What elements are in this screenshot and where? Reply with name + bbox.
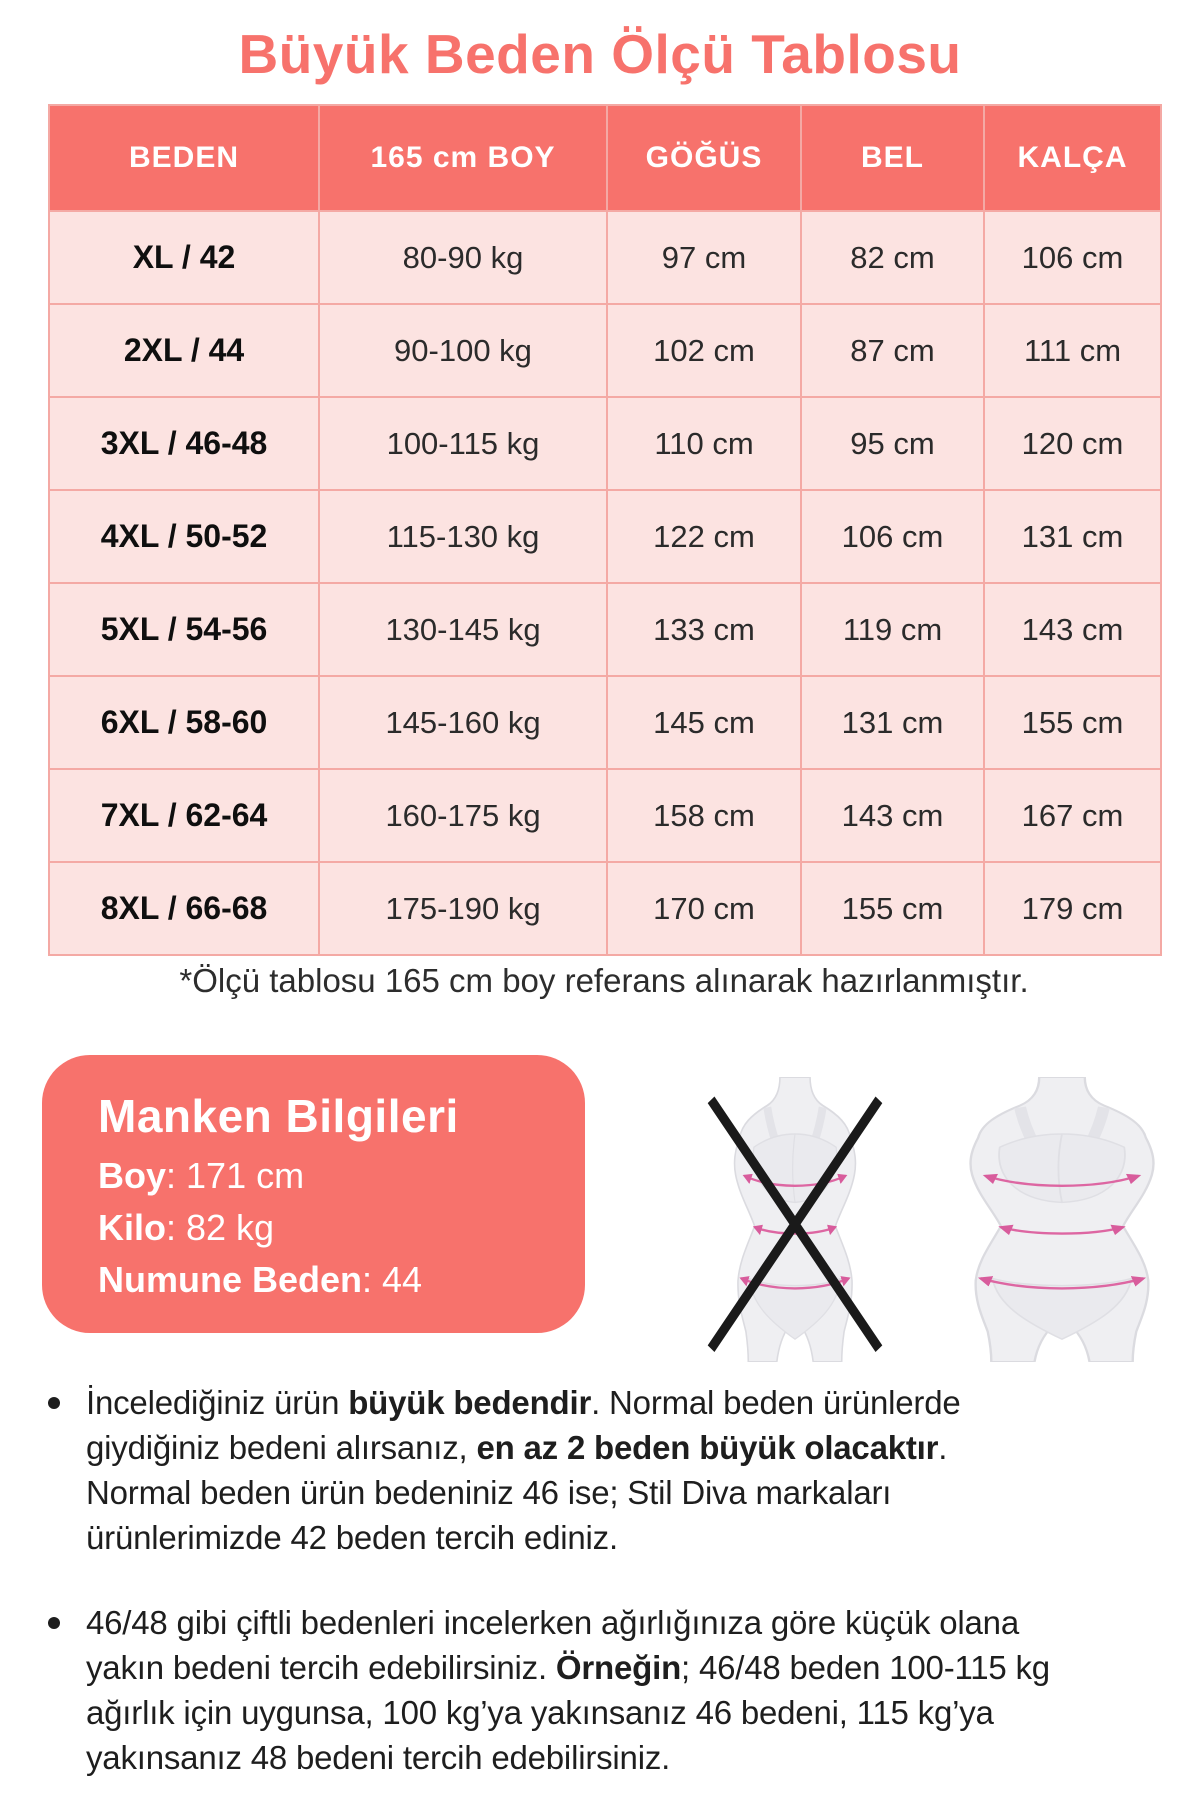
note-text-segment: 46/48 gibi çiftli bedenleri incelerken ağırlığınıza göre küçük olana yakın bedeni tercih edebilirsiniz. <box>86 1604 1019 1686</box>
waist-cell: 95 cm <box>801 397 984 490</box>
weight-cell: 115-130 kg <box>319 490 607 583</box>
waist-cell: 106 cm <box>801 490 984 583</box>
waist-cell: 119 cm <box>801 583 984 676</box>
model-sample-size-label: Numune Beden <box>98 1259 363 1300</box>
notes-list <box>40 1380 1050 1800</box>
model-weight-label: Kilo <box>98 1207 166 1248</box>
table-row <box>49 676 1161 769</box>
size-chart-table <box>48 104 1162 956</box>
size-table-body <box>49 211 1161 955</box>
note-text-segment: Örneğin <box>555 1649 682 1686</box>
model-sample-size-value: : 44 <box>362 1259 423 1300</box>
size-cell: 4XL / 50-52 <box>49 490 319 583</box>
size-table-header-row <box>49 105 1161 211</box>
page-title: Büyük Beden Ölçü Tablosu <box>238 23 962 85</box>
hip-cell: 179 cm <box>984 862 1161 955</box>
hip-cell: 120 cm <box>984 397 1161 490</box>
table-footnote: *Ölçü tablosu 165 cm boy referans alınarak hazırlanmıştır. <box>179 962 1029 999</box>
note-text-segment: . Normal beden ürün bedeniniz 46 ise; Stil Diva markaları ürünlerimizde 42 beden tercih ediniz. <box>86 1429 948 1556</box>
note-item <box>40 1600 1050 1780</box>
waist-cell: 131 cm <box>801 676 984 769</box>
crossed-out-figure-illustration <box>700 1077 890 1362</box>
hip-cell: 143 cm <box>984 583 1161 676</box>
model-height-line <box>98 1157 545 1195</box>
column-header: KALÇA <box>984 105 1161 211</box>
model-sample-size-line <box>98 1261 545 1299</box>
size-cell: 3XL / 46-48 <box>49 397 319 490</box>
table-row <box>49 583 1161 676</box>
table-row <box>49 769 1161 862</box>
weight-cell: 80-90 kg <box>319 211 607 304</box>
model-height-label: Boy <box>98 1155 167 1196</box>
column-header: GÖĞÜS <box>607 105 801 211</box>
waist-cell: 87 cm <box>801 304 984 397</box>
model-height-value: : 171 cm <box>166 1155 305 1196</box>
table-row <box>49 211 1161 304</box>
waist-cell: 143 cm <box>801 769 984 862</box>
size-cell: 7XL / 62-64 <box>49 769 319 862</box>
chest-cell: 102 cm <box>607 304 801 397</box>
hip-cell: 155 cm <box>984 676 1161 769</box>
size-cell: XL / 42 <box>49 211 319 304</box>
weight-cell: 90-100 kg <box>319 304 607 397</box>
chest-cell: 170 cm <box>607 862 801 955</box>
note-item <box>40 1380 1050 1560</box>
note-text-segment: İncelediğiniz ürün <box>86 1384 349 1421</box>
note-text-segment: . Normal beden ürünlerde giydiğiniz bedeni alırsanız, <box>86 1384 961 1466</box>
size-cell: 5XL / 54-56 <box>49 583 319 676</box>
chest-cell: 145 cm <box>607 676 801 769</box>
waist-cell: 82 cm <box>801 211 984 304</box>
chest-cell: 158 cm <box>607 769 801 862</box>
note-text-segment: en az 2 beden büyük olacaktır <box>476 1429 939 1466</box>
weight-cell: 100-115 kg <box>319 397 607 490</box>
note-text-segment: büyük bedendir <box>348 1384 592 1421</box>
model-weight-value: : 82 kg <box>166 1207 275 1248</box>
table-row <box>49 862 1161 955</box>
size-cell: 2XL / 44 <box>49 304 319 397</box>
chest-cell: 122 cm <box>607 490 801 583</box>
table-row <box>49 304 1161 397</box>
column-header: 165 cm BOY <box>319 105 607 211</box>
weight-cell: 175-190 kg <box>319 862 607 955</box>
hip-cell: 167 cm <box>984 769 1161 862</box>
model-info-box <box>42 1055 585 1333</box>
waist-cell: 155 cm <box>801 862 984 955</box>
table-row <box>49 490 1161 583</box>
weight-cell: 145-160 kg <box>319 676 607 769</box>
column-header: BEL <box>801 105 984 211</box>
chest-cell: 110 cm <box>607 397 801 490</box>
hip-cell: 111 cm <box>984 304 1161 397</box>
chest-cell: 97 cm <box>607 211 801 304</box>
note-text-segment: ; 46/48 beden 100-115 kg ağırlık için uygunsa, 100 kg’ya yakınsanız 46 bedeni, 115 kg’ya yakınsanız 48 bedeni tercih edebilirsiniz. <box>86 1649 1050 1776</box>
weight-cell: 160-175 kg <box>319 769 607 862</box>
hip-cell: 131 cm <box>984 490 1161 583</box>
size-cell: 8XL / 66-68 <box>49 862 319 955</box>
model-weight-line <box>98 1209 545 1247</box>
model-info-title: Manken Bilgileri <box>98 1090 459 1142</box>
size-cell: 6XL / 58-60 <box>49 676 319 769</box>
weight-cell: 130-145 kg <box>319 583 607 676</box>
hip-cell: 106 cm <box>984 211 1161 304</box>
table-row <box>49 397 1161 490</box>
chest-cell: 133 cm <box>607 583 801 676</box>
figure-illustrations <box>700 1077 1180 1367</box>
plus-size-figure-illustration <box>947 1077 1177 1362</box>
column-header: BEDEN <box>49 105 319 211</box>
